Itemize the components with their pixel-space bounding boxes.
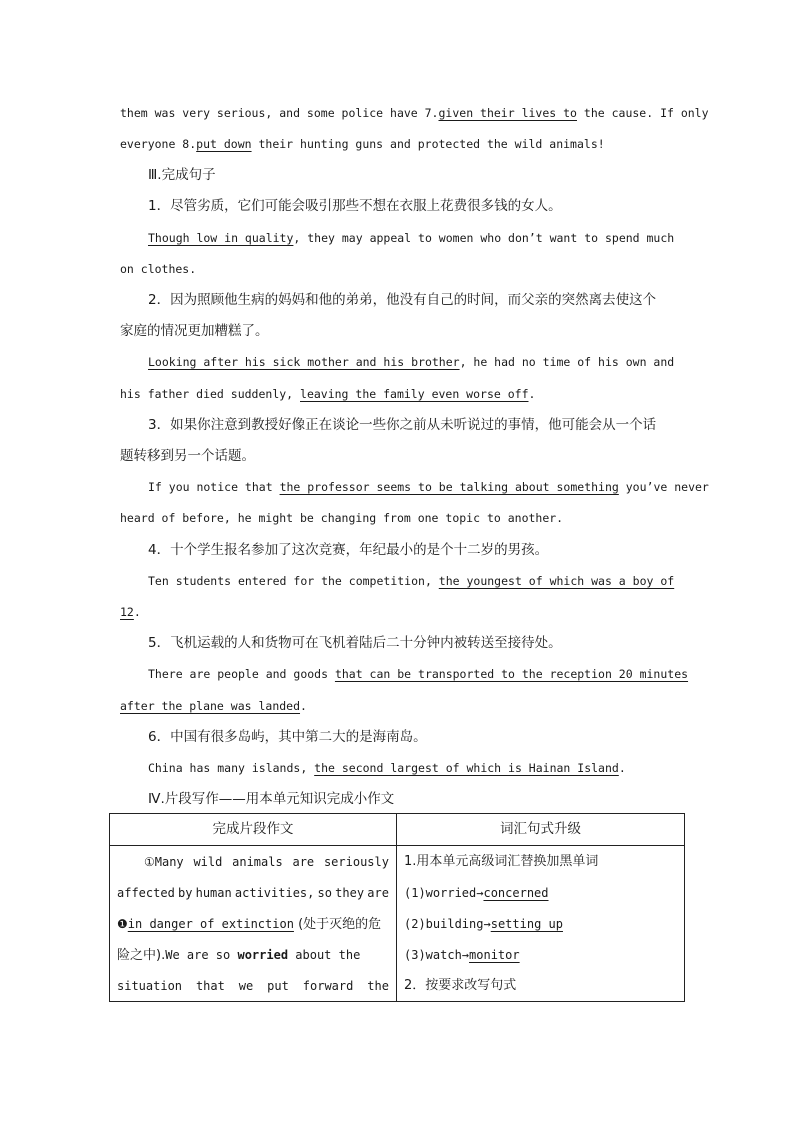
q2-chinese-line-2: 家庭的情况更加糟糕了。 [120, 323, 269, 339]
q3-chinese-line-1: 3．如果你注意到教授好像正在谈论一些你之前从未听说过的事情，他可能会从一个话 [148, 417, 657, 433]
q6-answer: the second largest of which is Hainan Island [314, 761, 619, 775]
writing-table [109, 813, 685, 1002]
table-header-right: 词汇句式升级 [397, 814, 685, 846]
q4-english-line-1: Ten students entered for the competition, the youngest of which was a boy of [148, 574, 675, 588]
upgrade-answer-3: monitor [469, 948, 520, 962]
number-marker: ❶ [117, 917, 128, 931]
q2-english-line-1: Looking after his sick mother and his brother, he had no time of his own and [148, 355, 675, 369]
q1-english-line-2: on clothes. [120, 262, 197, 276]
upgrade-answer-2: setting up [490, 917, 563, 931]
passage-line-2: everyone 8.put down their hunting guns and protected the wild animals! [120, 137, 605, 151]
upgrade-cell [397, 846, 685, 1002]
q4-answer: the youngest of which was a boy of [438, 574, 675, 588]
q2-answer-1: Looking after his sick mother and his brother [148, 355, 460, 369]
upgrade-line-2: (1)worried→concerned [404, 886, 549, 900]
para-line-3: ❶in danger of extinction (处于灭绝的危 [117, 917, 382, 932]
para-line-5: situation that we put forward the [117, 979, 389, 993]
q6-english: China has many islands, the second largest of which is Hainan Island. [148, 761, 626, 775]
passage-line-1: them was very serious, and some police have 7.given their lives to the cause. If only [120, 106, 709, 120]
q1-chinese: 1．尽管劣质，它们可能会吸引那些不想在衣服上花费很多钱的女人。 [148, 198, 562, 214]
q3-english-line-2: heard of before, he might be changing from one topic to another. [120, 511, 564, 525]
arrow-icon: → [461, 948, 470, 962]
table-header-row [110, 814, 685, 846]
table-body-row [110, 846, 685, 1002]
para-line-1: ①Many wild animals are seriously [144, 855, 389, 869]
para-line-4: 险之中).We are so worried about the [117, 948, 361, 963]
q2-chinese-line-1: 2．因为照顾他生病的妈妈和他的弟弟，他没有自己的时间，而父亲的突然离去使这个 [148, 292, 657, 308]
q5-answer-cont: after the plane was landed [120, 699, 301, 713]
para-answer: in danger of extinction [127, 917, 294, 931]
upgrade-line-1: 1.用本单元高级词汇替换加黑单词 [404, 854, 599, 869]
q2-english-line-2: his father died suddenly, leaving the family even worse off. [120, 387, 536, 401]
q1-english-line-1: Though low in quality, they may appeal to women who don’t want to spend much [148, 231, 675, 245]
q3-chinese-line-2: 题转移到另一个话题。 [120, 448, 255, 464]
section-4-title: Ⅳ.片段写作——用本单元知识完成小作文 [148, 791, 395, 807]
q5-english-line-1: There are people and goods that can be transported to the reception 20 minutes [148, 667, 689, 681]
answer-7: given their lives to [438, 106, 577, 120]
q5-chinese: 5．飞机运载的人和货物可在飞机着陆后二十分钟内被转送至接待处。 [148, 635, 562, 651]
table-header-left: 完成片段作文 [110, 814, 397, 846]
q6-chinese: 6．中国有很多岛屿，其中第二大的是海南岛。 [148, 729, 427, 745]
para-line-2: affected by human activities, so they are [117, 886, 389, 900]
q5-english-line-2: after the plane was landed. [120, 699, 307, 713]
q2-answer-2: leaving the family even worse off [300, 387, 529, 401]
q4-english-line-2: 12. [120, 605, 141, 619]
upgrade-line-4: (3)watch→monitor [404, 948, 520, 962]
arrow-icon: → [483, 917, 491, 931]
q3-english-line-1: If you notice that the professor seems to be talking about something you’ve never [148, 480, 709, 494]
q4-chinese: 4．十个学生报名参加了这次竞赛，年纪最小的是个十二岁的男孩。 [148, 542, 549, 558]
upgrade-line-3: (2)building→setting up [404, 917, 563, 931]
q1-answer: Though low in quality [148, 231, 294, 245]
answer-8: put down [196, 137, 252, 151]
arrow-icon: → [476, 886, 484, 900]
upgrade-answer-1: concerned [483, 886, 549, 900]
bold-word-worried: worried [237, 948, 289, 962]
paragraph-cell [110, 846, 397, 1002]
upgrade-line-5: 2．按要求改写句式 [404, 978, 517, 993]
q5-answer: that can be transported to the reception 20 minutes [334, 667, 689, 681]
q4-answer-cont: 12 [120, 605, 134, 619]
q3-answer: the professor seems to be talking about something [279, 480, 619, 494]
section-3-title: Ⅲ.完成句子 [148, 167, 216, 183]
